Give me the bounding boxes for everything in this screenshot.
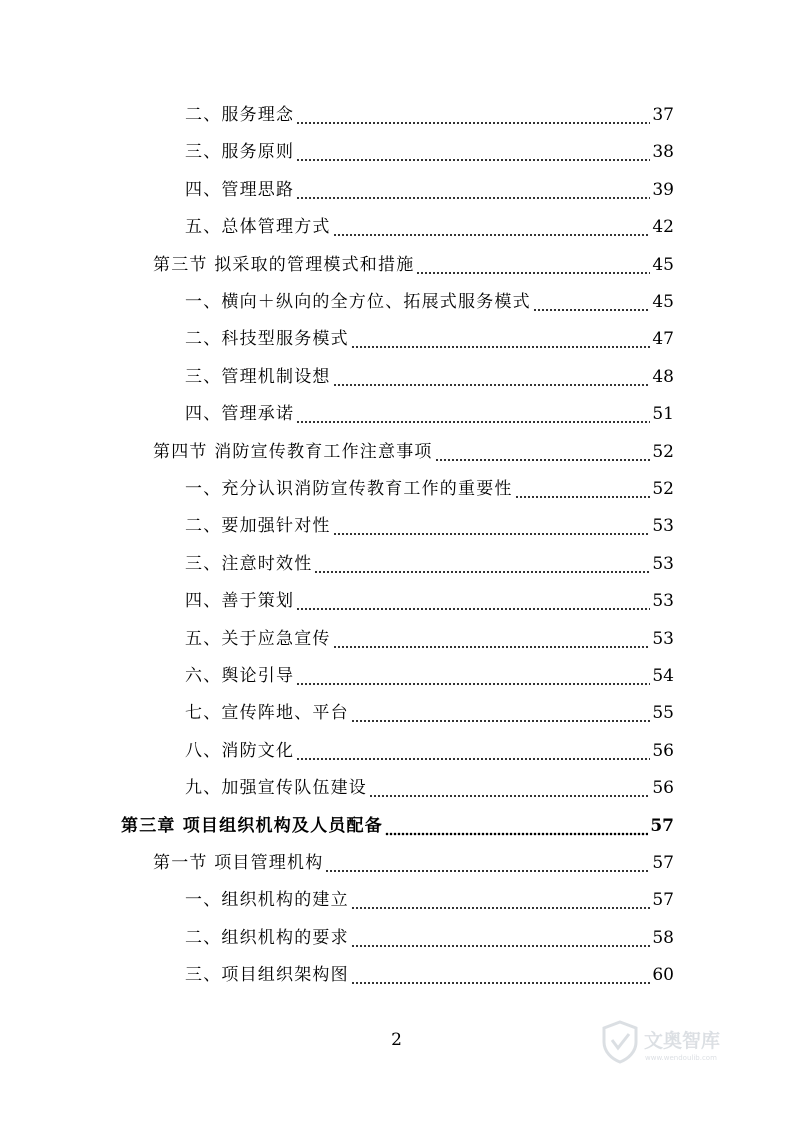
toc-entry-page: 42 — [652, 217, 674, 238]
toc-entry[interactable] — [153, 848, 674, 878]
toc-entry-page: 57 — [652, 890, 674, 911]
toc-entry-page: 47 — [652, 329, 674, 350]
toc-entry-page: 58 — [652, 927, 674, 948]
toc-entry-page: 53 — [652, 628, 674, 649]
toc-entry-page: 57 — [652, 853, 674, 873]
toc-entry[interactable] — [153, 250, 674, 280]
toc-entry-page: 45 — [652, 292, 674, 312]
toc-entry-page: 56 — [652, 778, 674, 799]
watermark-brand: 文奥智库 — [644, 1030, 721, 1052]
toc-entry-title: 四、管理承诺 — [185, 404, 295, 425]
toc-entry-title: 二、组织机构的要求 — [185, 927, 349, 948]
toc-entry-page: 57 — [650, 815, 674, 836]
toc-entry-title: 一、组织机构的建立 — [185, 890, 349, 911]
page-number: 2 — [391, 1030, 402, 1050]
toc-entry-title: 三、注意时效性 — [185, 553, 313, 574]
toc-dot-leader — [385, 811, 648, 841]
toc-dot-leader — [325, 848, 650, 878]
toc-entry-page: 56 — [652, 740, 674, 761]
toc-dot-leader — [351, 923, 651, 953]
toc-dot-leader — [296, 137, 650, 167]
toc-dot-leader — [435, 437, 651, 467]
toc-entry-page: 45 — [652, 254, 674, 275]
toc-entry-page: 38 — [652, 142, 674, 163]
toc-entry-page: 37 — [652, 105, 674, 125]
toc-entry-title: 一、充分认识消防宣传教育工作的重要性 — [185, 479, 513, 499]
toc-entry-title: 八、消防文化 — [185, 740, 295, 761]
toc-entry-title: 三、服务原则 — [185, 142, 295, 163]
toc-dot-leader — [351, 885, 651, 915]
toc-entry[interactable] — [121, 811, 674, 841]
toc-entry[interactable] — [185, 661, 674, 691]
toc-entry[interactable] — [153, 437, 674, 467]
toc-entry[interactable] — [185, 511, 674, 541]
toc-entry-page: 53 — [652, 516, 674, 537]
toc-dot-leader — [296, 586, 650, 616]
toc-dot-leader — [351, 960, 651, 990]
toc-entry-title: 三、项目组织架构图 — [185, 965, 349, 986]
toc-entry[interactable] — [185, 137, 674, 167]
toc-entry-page: 60 — [652, 965, 674, 986]
toc-dot-leader — [296, 175, 650, 205]
toc-entry[interactable] — [185, 698, 674, 728]
toc-dot-leader — [296, 736, 650, 766]
watermark-url: www.wendoulib.com — [645, 1054, 717, 1062]
toc-entry[interactable] — [185, 175, 674, 205]
toc-entry[interactable] — [185, 362, 674, 392]
toc-entry[interactable] — [185, 474, 674, 504]
toc-entry-title: 二、科技型服务模式 — [185, 329, 349, 350]
toc-entry-page: 52 — [652, 479, 674, 499]
toc-entry-title: 三、管理机制设想 — [185, 366, 331, 387]
toc-entry-page: 53 — [652, 553, 674, 574]
toc-dot-leader — [314, 549, 650, 579]
toc-entry-title: 第三章 项目组织机构及人员配备 — [121, 815, 383, 836]
toc-entry-title: 一、横向＋纵向的全方位、拓展式服务模式 — [185, 292, 531, 312]
toc-dot-leader — [333, 212, 651, 242]
toc-entry-page: 52 — [652, 441, 674, 462]
toc-entry-title: 二、服务理念 — [185, 105, 295, 125]
toc-entry[interactable] — [185, 885, 674, 915]
toc-dot-leader — [296, 100, 650, 130]
toc-dot-leader — [333, 362, 651, 392]
toc-entry-page: 54 — [652, 666, 674, 686]
toc-entry[interactable] — [185, 624, 674, 654]
toc-entry[interactable] — [185, 773, 674, 803]
toc-dot-leader — [416, 250, 650, 280]
toc-entry[interactable] — [185, 287, 674, 317]
toc-dot-leader — [333, 624, 651, 654]
toc-dot-leader — [351, 324, 651, 354]
toc-entry[interactable] — [185, 399, 674, 429]
toc-entry-title: 第三节 拟采取的管理模式和措施 — [153, 254, 415, 275]
toc-entry[interactable] — [185, 586, 674, 616]
toc-entry-title: 五、关于应急宣传 — [185, 628, 331, 649]
watermark — [598, 1018, 748, 1066]
shield-logo-icon — [598, 1018, 748, 1066]
toc-entry-page: 51 — [652, 404, 674, 425]
toc-dot-leader — [296, 661, 650, 691]
toc-entry[interactable] — [185, 960, 674, 990]
toc-dot-leader — [333, 511, 651, 541]
toc-dot-leader — [369, 773, 650, 803]
toc-entry[interactable] — [185, 923, 674, 953]
toc-entry-title: 第一节 项目管理机构 — [153, 853, 324, 873]
toc-entry-title: 九、加强宣传队伍建设 — [185, 778, 367, 799]
toc-entry[interactable] — [185, 736, 674, 766]
toc-dot-leader — [296, 399, 650, 429]
toc-entry-page: 53 — [652, 591, 674, 612]
toc-entry-page: 48 — [652, 366, 674, 387]
toc-entry[interactable] — [185, 549, 674, 579]
toc-entry[interactable] — [185, 212, 674, 242]
toc-dot-leader — [533, 287, 651, 317]
toc-entry[interactable] — [185, 100, 674, 130]
toc-entry-title: 四、管理思路 — [185, 179, 295, 200]
toc-dot-leader — [351, 698, 651, 728]
toc-entry-page: 39 — [652, 179, 674, 200]
toc-entry[interactable] — [185, 324, 674, 354]
toc-entry-title: 六、舆论引导 — [185, 666, 295, 686]
toc-entry-title: 二、要加强针对性 — [185, 516, 331, 537]
toc-entry-title: 四、善于策划 — [185, 591, 295, 612]
toc-dot-leader — [515, 474, 651, 504]
toc-entry-title: 五、总体管理方式 — [185, 217, 331, 238]
toc-entry-title: 第四节 消防宣传教育工作注意事项 — [153, 441, 433, 462]
toc-entry-page: 55 — [652, 703, 674, 724]
toc-entry-title: 七、宣传阵地、平台 — [185, 703, 349, 724]
